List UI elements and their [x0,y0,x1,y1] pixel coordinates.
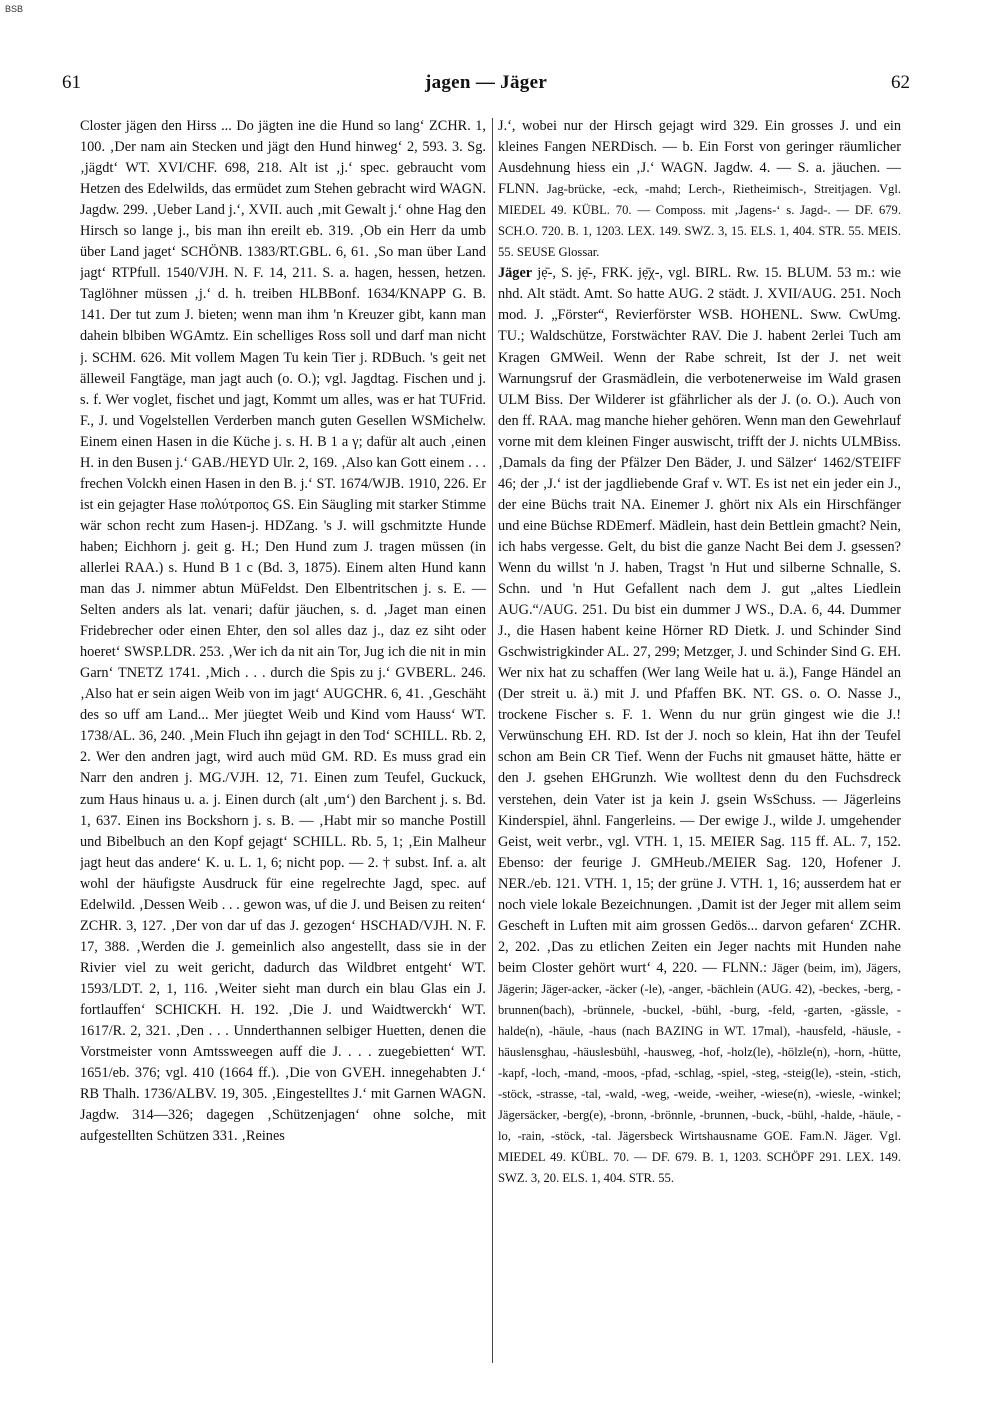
page-header [62,72,910,102]
continuation-text: J.‘, wobei nur der Hirsch gejagt wird 329. Ein grosses J. und ein kleines Fangen NERDisch. — b. Ein Forst von geringer räumlicher Ausdehnung hiess ein ‚J.‘ WAGN. Jagdw. 4. — S. a. jäuchen. — FLNN. [498,118,901,198]
page-number-left: 61 [62,72,81,93]
library-stamp: BSB [5,4,24,14]
left-column [80,116,486,1366]
place-names-jagen: Jag-brücke, -eck, -mahd; Lerch-, Rietheimisch-, Streitjagen. Vgl. MIEDEL 49. KÜBL. 70. — Composs. mit ‚Jagens-‘ s. Jagd-. — DF. 679. SCH.O. 720. B. 1, 1203. LEX. 149. SWZ. 3, 15. ELS. 1, 404. STR. 55. MEIS. 55. SEUSE Glossar. [498,182,901,260]
right-column [498,116,901,1366]
headword-jaeger: Jäger [498,265,533,282]
page-number-right: 62 [891,72,910,93]
entry-jaeger-text: jẹ̄-, S. jẹ̄-, FRK. jẹ̄χ-, vgl. BIRL. Rw. 15. BLUM. 53 m.: wie nhd. Alt städt. Amt. So hatte AUG. 2 städt. J. XVII/AUG. 251. Noch mod. J. „Förster“, Revierförster WSB. HOHENL. Sww. CwUmg. TU.; Waldschütze, Forstwächter RAV. Die J. habent 2erlei Tuch am Kragen GMWeil. Wenn der Rabe schreit, Ist der J. net weit Warnungsruf der Grasmädlein, die verbotenerweise im Wald grasen ULM Biss. Der Wilderer ist gfährlicher als der J. (o. O.). Auch von den ff. RAA. mag manche hieher gehören. Wenn man den Gewehrlauf vorne mit dem kleinen Finger auswischt, trifft der J. nichts ULMBiss. ‚Damals da fing der Pfälzer Den Bäder, J. und Sälzer‘ 1462/STEIFF 46; der ‚J.‘ ist der jagdliebende Graf v. WT. Es ist net ein jeder ein J., der eine Büchs trait NA. Einemer J. ghört nix Als ein Hirschfänger und eine Büchse RDEmerf. Mädlein, hast dein Bettlein gmacht? Nein, ich habs vergesse. Gelt, du bist die ganze Nacht Bei dem J. gsessen? Wenn du willst 'n J. haben, Tragst 'n Hut und silberne Schnalle, S. Schn. und 'n Hut Gefallent nach dem J. gut „altes Liedlein AUG.“/AUG. 251. Du bist ein dummer J WS., D.A. 6, 44. Dummer J., die Hasen habent keine Hörner RD Dietk. J. und Schinder Sind Gschwistrigkinder AL. 27, 299; Metzger, J. und Schinder Sind G. EH. Wer nix hat zu schaffen (Wer lang Weile hat u. ä.), Fange Händel an (Der streit u. ä.) mit J. und Pfaffen BK. NT. GS. o. O. Nasse J., trockene Fischer s. F. 1. Wenn du nur grün gingest wie die J.! Verwünschung EH. RD. Ist der J. noch so klein, Hat ihn der Teufel schon am Bein CR Tief. Wenn der Fuchs nit gmauset hätte, hätte er den J. gsehen EHGrunzh. Wie wolltest denn du den Fuchsdreck verstehen, dein Vater ist ja kein J. gsein WsSchuss. — Jägerleins Kinderspiel, ähnl. Fangerleins. — Der ewige J., wilde J. umgehender Geist, weit verbr., vgl. VTH. 1, 15. MEIER Sag. 115 ff. AL. 7, 152. Ebenso: der feurige J. GMHeub./MEIER Sag. 120, Hofener J. NER./eb. 121. VTH. 1, 15; der grüne J. VTH. 1, 16; ausserdem hat er noch viele lokale Bezeichnungen. ‚Damit ist der Jeger mit allem seim Gescheft in Luften mit aim grossen Gedös... darvon gefaren‘ ZCHR. 2, 202. ‚Das zu etlichen Zeiten ein Jeger nachts mit Hunden nahe beim Closter gehört wurt‘ 4, 220. — FLNN.: [498,265,901,976]
column-divider [492,118,493,1363]
entry-continuation [498,116,901,263]
place-names-jaeger: Jäger (beim, im), Jägers, Jägerin; Jäger-acker, -äcker (-le), -anger, -bächlein (AUG. 42), -beckes, -berg, -brunnen(bach), -brünnele, -buckel, -bühl, -burg, -feld, -garten, -gässle, -halde(n), -häule, -haus (nach BAZING in WT. 17mal), -hausfeld, -häusle, -häuslensghau, -häuslesbühl, -hausweg, -hof, -holz(le), -hölzle(n), -horn, -hütte, -kapf, -loch, -mand, -moos, -pfad, -schlag, -spiel, -steg, -steig(le), -stein, -stich, -stöck, -strasse, -tal, -wald, -weg, -weide, -weiher, -wiese(n), -wiesle, -winkel; Jägersäcker, -berg(e), -bronn, -brönnle, -brunnen, -buck, -bühl, -halde, -häule, -lo, -rain, -stöck, -tal. Jägersbeck Wirtshausname GOE. Fam.N. Jäger. Vgl. MIEDEL 49. KÜBL. 70. — DF. 679. B. 1, 1203. SCHÖPF 291. LEX. 149. SWZ. 3, 20. ELS. 1, 404. STR. 55. [498,960,901,1186]
running-title: jagen — Jäger [424,72,548,93]
entry-jaeger [498,263,901,1189]
left-column-text: Closter jägen den Hirss ... Do jägten ine die Hund so lang‘ ZCHR. 1, 100. ‚Der nam ain Stecken und jägt den Hund hinweg‘ 2, 593. 3. Sg. ‚jägdt‘ WT. XVI/CHF. 698, 218. Alt ist ‚j.‘ spec. gebraucht vom Hetzen des Edelwilds, das ermüdet zum Stehen gebracht wird WAGN. Jagdw. 299. ‚Ueber Land j.‘, XVII. auch ‚mit Gewalt j.‘ ohne Hag den Hirsch so lange j., bis man ihn ereilt eb. 319. ‚Ob ein Herr da umb über Land jaget‘ SCHÖNB. 1383/RT.GBL. 6, 61. ‚So man über Land jagt‘ RTPfull. 1540/VJH. N. F. 14, 211. S. a. hagen, hessen, hetzen. Taglöhner müssen ‚j.‘ d. h. treiben HLBBonf. 1634/KNAPP G. B. 141. Der tut zum J. bieten; wenn man ihm 'n Kreuzer gibt, kann man dahein blbiben WGAmtz. Ein schelliges Ross soll und darf man nicht j. SCHM. 626. Mit vollem Magen Tu kein Tier j. RDBuch. 's geit net älleweil Fangtäge, man jagt auch (o. O.); vgl. Jagdtag. Fischen und j. s. f. Wer voglet, fischet und jagt, Kommt um alles, was er hat TUFrid. F., J. und Vogelstellen Verderben manch guten Gesellen WSMichelw. Einem einen Hasen in die Küche j. s. H. B 1 a γ; dafür alt auch ‚einen H. in den Busen j.‘ GAB./HEYD Ulr. 2, 169. ‚Also kan Gott einem . . . frechen Volckh einen Hasen in den B. j.‘ ST. 1674/WJB. 1910, 226. Er ist ein gejagter Hase πολύτροπος GS. Ein Säugling mit starker Stimme wär schon recht zum Hasen-j. HDZang. 's J. will gschmitzte Hunde haben; Eichhorn j. geit g. H.; Den Hund zum J. tragen müssen (in allerlei RAA.) s. Hund B 1 c (Bd. 3, 1875). Einem alten Hund kann man das J. nimmer abtun MüFeldst. Den Elbentritschen j. s. E. — Selten anders als lat. venari; dafür jäuchen, s. d. ‚Jaget man einen Fridebrecher oder einen Ehter, den sol alles daz j., daz ez siht oder hoeret‘ SWSP.LDR. 253. ‚Wer ich da nit ain Tor, Jug ich die nit in min Garn‘ TNETZ 1741. ‚Mich . . . durch die Spis zu j.‘ GVBERL. 246. ‚Also hat er sein aigen Weib von im jagt‘ AUGCHR. 6, 41. ‚Geschäht des so uff am Land... Mer jüegtet Weib und Kind vom Hauss‘ WT. 1738/AL. 36, 240. ‚Mein Fluch ihn gejagt in den Tod‘ SCHILL. Rb. 2, 2. Wer den andren jagt, wird auch müd GM. RD. Es muss grad ein Narr den andren j. MG./VJH. 12, 71. Einen zum Teufel, Guckuck, zum Haus hinaus u. a. j. Einen durch (alt ‚um‘) den Barchent j. s. Bd. 1, 637. Einen ins Bockshorn j. s. B. — ‚Habt mir so manche Postill und Bibelbuch an den Kopf gejagt‘ SCHILL. Rb. 5, 1; ‚Ein Malheur jagt heut das andere‘ K. u. L. 1, 6; nicht pop. — 2. † subst. Inf. a. alt wohl der häufigste Ausdruck für eine regelrechte Jagd, spec. auf Edelwild. ‚Dessen Weib . . . gewon was, uf die J. und Beisen zu reiten‘ ZCHR. 3, 127. ‚Der von dar uf das J. gezogen‘ HSCHAD/VJH. N. F. 17, 388. ‚Werden die J. gemeinlich also angestellt, dass sie in der Rivier viel zu weit gericht, dadurch das Wildbret entgeht‘ WT. 1593/LDT. 2, 1, 116. ‚Weiter sieht man durch ein blau Glas ein J. fortlauffen‘ SCHICKH. H. 192. ‚Die J. und Waidtwerckh‘ WT. 1617/R. 2, 321. ‚Den . . . Unnderthannen selbiger Huetten, denen die Vorstmeister vonn Amtssweegen auff die J. . . . zuegebietten‘ WT. 1651/eb. 376; vgl. 410 (1664 ff.). ‚Die von GVEH. innegehabten J.‘ RB Thalh. 1736/ALBV. 19, 305. ‚Eingestelltes J.‘ mit Garnen WAGN. Jagdw. 314—326; dagegen ‚Schützenjagen‘ ohne solche, mit aufgestellten Schützen 331. ‚Reines [80,118,486,1145]
